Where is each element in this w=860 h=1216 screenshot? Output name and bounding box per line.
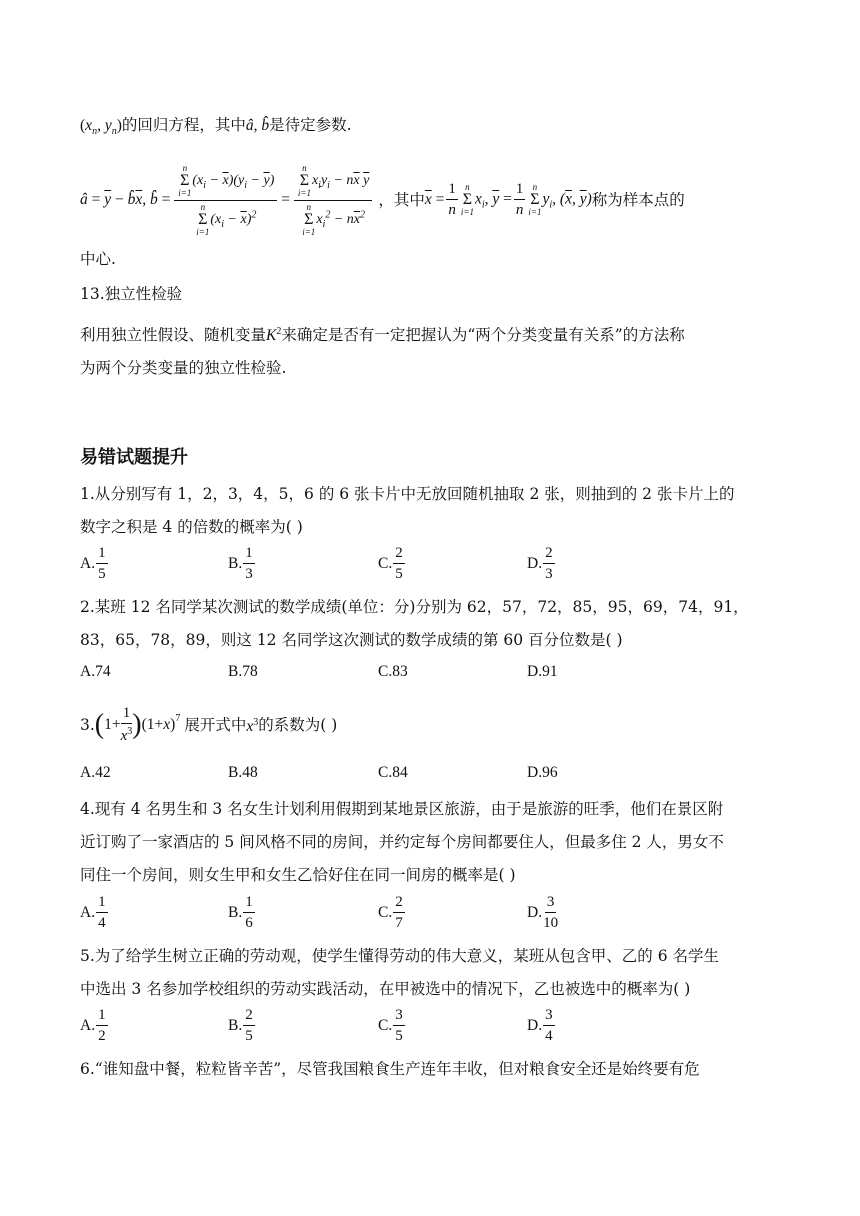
section-13-para-line1: 利用独立性假设、随机变量$K^2$来确定是否有一定把握认为“两个分类变量有关系”的方法称	[80, 326, 685, 345]
k-squared: $K^2$	[266, 326, 282, 345]
q2-option-b[interactable]: B.78	[228, 663, 258, 680]
line1-end-text: 是待定参数.	[269, 116, 352, 134]
q3-option-b[interactable]: B.48	[228, 764, 258, 781]
q3-option-a[interactable]: A.42	[80, 764, 111, 781]
formula-b-hat-alt-fraction: n Σ i=1 $x_iy_i - n\overline{x}$ $\overline{y}$ n Σ i=1 $x_i^2 - n\overline{x}^2$	[294, 164, 372, 237]
q3-option-c[interactable]: C.84	[378, 764, 408, 781]
q4-option-b[interactable]: B. $\frac{1}{6}$	[228, 894, 253, 931]
q5-line2: 中选出 3 名参加学校组织的劳动实践活动，在甲被选中的情况下，乙也被选中的概率为( )	[80, 980, 691, 998]
q2-option-d[interactable]: D.91	[527, 663, 558, 680]
q6-line1: 6.“谁知盘中餐，粒粒皆辛苦”，尽管我国粮食生产连年丰收，但对粮食安全还是始终要有危	[80, 1060, 700, 1078]
formula-mid-text: ，其中	[378, 191, 425, 209]
formula-a-hat: â = $\overline{y}$ − $b̂\overline{x}$, b̂ =	[80, 191, 171, 208]
q1-option-a[interactable]: A. $\frac{1}{5}$	[80, 545, 106, 582]
q2-line1: 2.某班 12 名同学某次测试的数学成绩(单位：分)分别为 62，57，72，85，95，69，74，91，	[80, 598, 749, 616]
q4-line3: 同住一个房间，则女生甲和女生乙恰好住在同一间房的概率是( )	[80, 866, 516, 884]
q1-option-d[interactable]: D. $\frac{2}{3}$	[527, 545, 553, 582]
one-over-n-y: $\frac{1}{n}$	[515, 181, 524, 218]
q3-stem: 3. ( 1+ $\frac{1}{x^3}$ ) (1+ x ) $^7$ 展开式中 $x^3$ 的系数为( )	[80, 705, 338, 744]
q4-line2: 近订购了一家酒店的 5 间风格不同的房间，并约定每个房间都要住人，但最多住 2 人，男女不	[80, 833, 724, 851]
q5-options	[80, 1008, 780, 1048]
section-13-title: 13.独立性检验	[80, 285, 183, 303]
q1-option-b[interactable]: B. $\frac{1}{3}$	[228, 545, 253, 582]
q1-options	[80, 546, 780, 586]
center-text: 中心.	[80, 250, 116, 268]
q1-line1: 1.从分别写有 1，2，3，4，5，6 的 6 张卡片中无放回随机抽取 2 张，则抽到的 2 张卡片上的	[80, 485, 735, 503]
q3-expression: ( 1+ $\frac{1}{x^3}$ ) (1+ x ) $^7$	[94, 705, 181, 744]
formula-end-text: 称为样本点的	[591, 191, 685, 209]
params-ab: â, b̂	[245, 117, 270, 134]
regression-intro-line	[80, 114, 352, 143]
q3-x-cubed: $x^3$	[246, 716, 259, 736]
q5-option-a[interactable]: A. $\frac{1}{2}$	[80, 1007, 106, 1044]
formula-b-hat-fraction: n Σ i=1 $(x_i - \overline{x})(y_i - \overline{y})$ n Σ i=1 $(x_i - \overline{x})^2$	[174, 164, 277, 237]
regression-formula-line: â = $\overline{y}$ − $b̂\overline{x}$, b̂ = n Σ i=1 $(x_i - \overline{x})(y_i - \overline{y})$ n Σ i=1 $(x_i - \overline{x})^2$ = n Σ i=1 $x_iy_i - n\overline{x}$ $\overline{y}$ n Σ i=1 $x_i^2 - n\overline{x}^2$ ，其中 $\overline{x}$ = $\frac{1}{n}$ n Σ i=1 $x_i$, $\overline{y}$ = $\frac{1}{n}$ n Σ i=1 $y_i$, ($\overline{x}$, $\overline{y}$) 称为样本点的	[80, 162, 685, 237]
q2-option-c[interactable]: C.83	[378, 663, 408, 680]
q4-option-d[interactable]: D. $\frac{3}{10}$	[527, 894, 559, 931]
q5-option-c[interactable]: C. $\frac{3}{5}$	[378, 1007, 403, 1044]
section-13-para-line2: 为两个分类变量的独立性检验.	[80, 359, 287, 377]
formula-mean-x: $\overline{x}$ =	[424, 191, 445, 208]
q2-line2: 83，65，78，89，则这 12 名同学这次测试的数学成绩的第 60 百分位数是( )	[80, 631, 623, 649]
section-heading: 易错试题提升	[80, 447, 188, 468]
q1-option-c[interactable]: C. $\frac{2}{5}$	[378, 545, 403, 582]
one-over-n-x: $\frac{1}{n}$	[448, 181, 456, 218]
q4-line1: 4.现有 4 名男生和 3 名女生计划利用假期到某地景区旅游，由于是旅游的旺季，他们在景区附	[80, 800, 724, 818]
q2-option-a[interactable]: A.74	[80, 663, 111, 680]
q4-option-c[interactable]: C. $\frac{2}{7}$	[378, 894, 403, 931]
q1-line2: 数字之积是 4 的倍数的概率为( )	[80, 518, 303, 536]
q5-line1: 5.为了给学生树立正确的劳动观，使学生懂得劳动的伟大意义，某班从包含甲、乙的 6 名学生	[80, 947, 720, 965]
q3-option-d[interactable]: D.96	[527, 764, 558, 781]
q5-option-d[interactable]: D. $\frac{3}{4}$	[527, 1007, 553, 1044]
q4-options	[80, 895, 780, 935]
point-xn-yn: ($x_n$, $y_n$)	[80, 117, 122, 138]
q4-option-a[interactable]: A. $\frac{1}{4}$	[80, 894, 106, 931]
q5-option-b[interactable]: B. $\frac{2}{5}$	[228, 1007, 253, 1044]
line1-text: 的回归方程，其中	[121, 116, 246, 134]
